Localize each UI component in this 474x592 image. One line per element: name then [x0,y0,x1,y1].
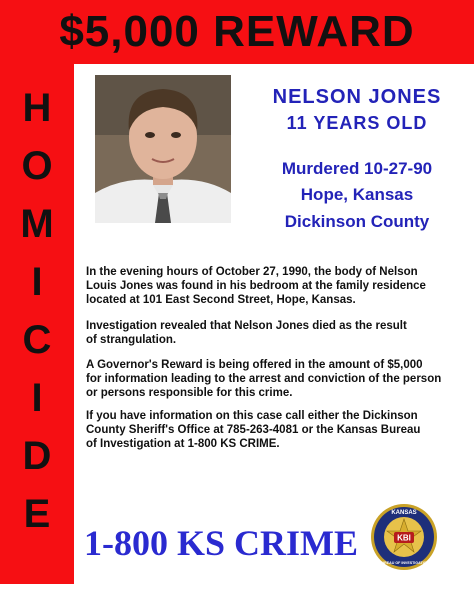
badge-top-text: KANSAS [391,510,417,516]
badge-center-text: KBI [397,533,411,543]
case-line: of Investigation at 1-800 KS CRIME. [86,438,280,450]
county: Dickinson County [284,212,430,231]
case-paragraph [86,358,466,400]
case-line: If you have information on this case call either the Dickinson [86,410,418,422]
side-letter: D [22,434,52,478]
side-letter: O [21,144,53,188]
case-line: of strangulation. [86,334,177,346]
side-letter: M [20,202,54,246]
case-line: Louis Jones was found in his bedroom at the family residence [86,280,426,292]
murder-date: Murdered 10-27-90 [281,159,433,178]
case-line: or persons responsible for this crime. [86,387,293,399]
reward-title: $5,000 REWARD [59,7,415,56]
case-line: Investigation revealed that Nelson Jones died as the result [86,320,407,332]
kbi-badge-icon [370,503,438,571]
victim-age: 11 YEARS OLD [286,113,428,133]
murder-location: Hope, Kansas [300,185,414,204]
case-line: for information leading to the arrest and conviction of the person [86,373,442,385]
homicide-side-banner [0,64,74,584]
case-paragraph [86,409,466,451]
side-letter: C [22,318,52,362]
case-line: A Governor's Reward is being offered in the amount of $5,000 [86,359,423,371]
case-paragraph [86,319,466,347]
hotline-number: 1-800 KS CRIME [84,523,359,563]
side-letter: H [22,86,52,130]
victim-photo [95,75,231,223]
side-letter: I [31,260,43,304]
reward-banner [0,0,474,64]
side-letter: E [23,492,51,536]
side-letter: I [31,376,43,420]
case-paragraph [86,265,466,307]
victim-name: NELSON JONES [272,86,442,108]
case-line: In the evening hours of October 27, 1990, the body of Nelson [86,266,418,278]
case-line: located at 101 East Second Street, Hope, Kansas. [86,294,356,306]
badge-bottom-text: BUREAU OF INVESTIGATION [378,561,430,565]
case-line: County Sheriff's Office at 785-263-4081 or the Kansas Bureau [86,424,421,436]
